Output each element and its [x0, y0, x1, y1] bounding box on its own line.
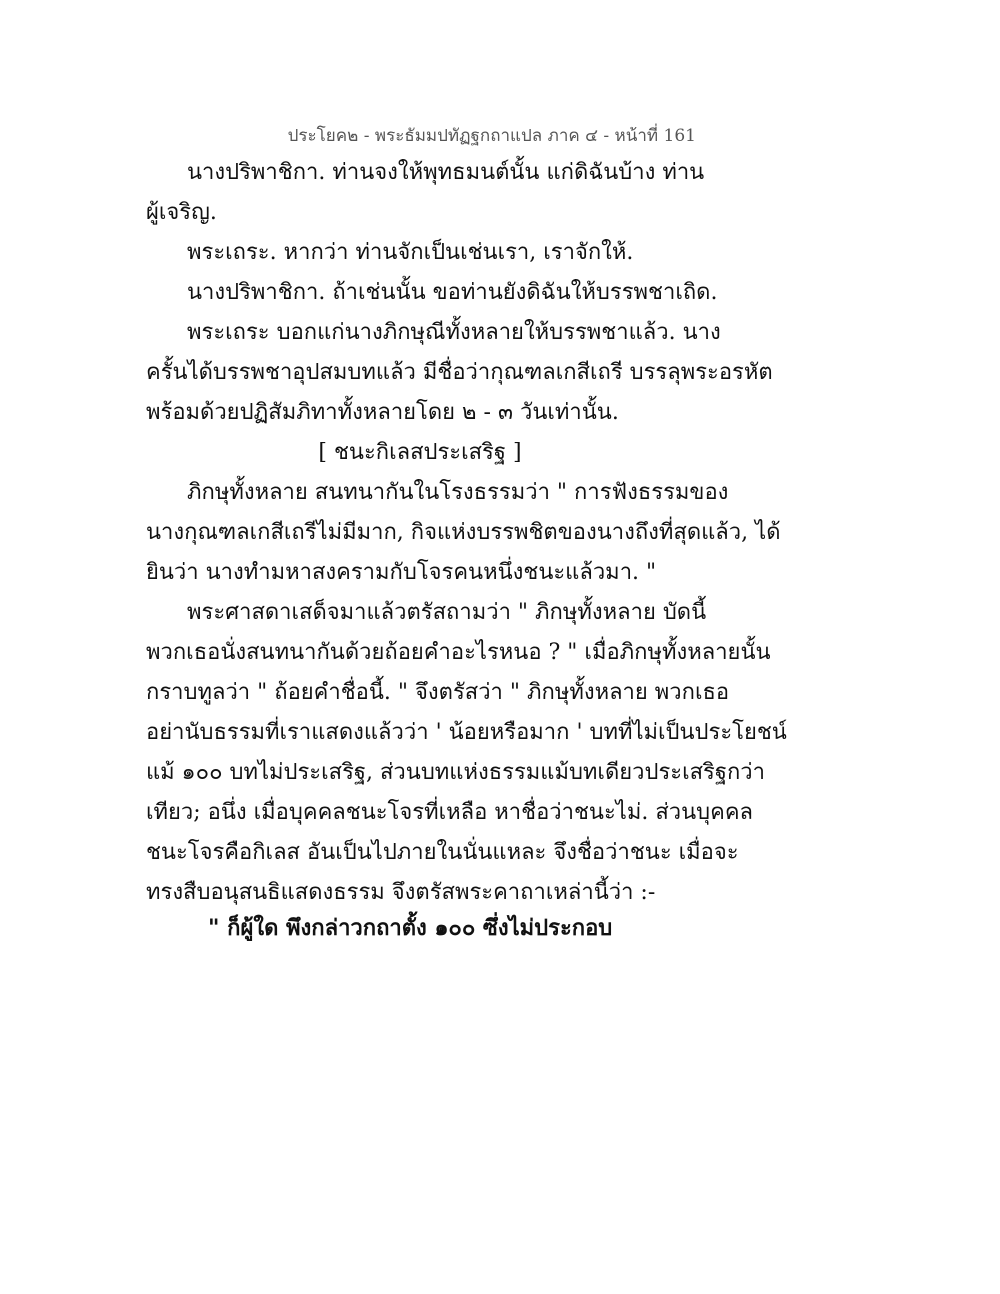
text-line: กราบทูลว่า " ถ้อยคำชื่อนี้. " จึงตรัสว่า " ภิกษุทั้งหลาย พวกเธอ	[146, 680, 730, 705]
section-heading: [ ชนะกิเลสประเสริฐ ]	[318, 440, 522, 465]
running-header: ประโยค๒ - พระธัมมปทัฏฐกถาแปล ภาค ๔ - หน้าที่ 161	[287, 126, 696, 146]
text-line: พวกเธอนั่งสนทนากันด้วยถ้อยคำอะไรหนอ ? " เมื่อภิกษุทั้งหลายนั้น	[146, 640, 771, 665]
text-line: พระศาสดาเสด็จมาแล้วตรัสถามว่า " ภิกษุทั้งหลาย บัดนี้	[187, 600, 707, 625]
text-line: พร้อมด้วยปฏิสัมภิทาทั้งหลายโดย ๒ - ๓ วันเท่านั้น.	[146, 400, 619, 425]
text-line: นางกุณฑลเกสีเถรีไม่มีมาก, กิจแห่งบรรพชิตของนางถึงที่สุดแล้ว, ได้	[146, 520, 781, 545]
text-line: เทียว; อนึ่ง เมื่อบุคคลชนะโจรที่เหลือ หาชื่อว่าชนะไม่. ส่วนบุคคล	[146, 800, 754, 825]
text-line: นางปริพาชิกา. ท่านจงให้พุทธมนต์นั้น แก่ดิฉันบ้าง ท่าน	[187, 160, 705, 185]
text-line: พระเถระ. หากว่า ท่านจักเป็นเช่นเรา, เราจักให้.	[187, 240, 634, 265]
text-line: ยินว่า นางทำมหาสงครามกับโจรคนหนึ่งชนะแล้วมา. "	[146, 560, 657, 585]
text-line: ชนะโจรคือกิเลส อันเป็นไปภายในนั่นแหละ จึงชื่อว่าชนะ เมื่อจะ	[146, 840, 739, 865]
text-line: ภิกษุทั้งหลาย สนทนากันในโรงธรรมว่า " การฟังธรรมของ	[187, 480, 729, 505]
verse-line: " ก็ผู้ใด พึงกล่าวกถาตั้ง ๑๐๐ ซึ่งไม่ประกอบ	[208, 915, 613, 941]
text-line: ครั้นได้บรรพชาอุปสมบทแล้ว มีชื่อว่ากุณฑลเกสีเถรี บรรลุพระอรหัต	[146, 360, 773, 385]
text-line: นางปริพาชิกา. ถ้าเช่นนั้น ขอท่านยังดิฉันให้บรรพชาเถิด.	[187, 280, 718, 305]
text-line: อย่านับธรรมที่เราแสดงแล้วว่า ' น้อยหรือมาก ' บทที่ไม่เป็นประโยชน์	[146, 720, 787, 745]
text-line: ผู้เจริญ.	[146, 200, 217, 225]
text-line: ทรงสืบอนุสนธิแสดงธรรม จึงตรัสพระคาถาเหล่านี้ว่า :-	[146, 880, 656, 905]
text-line: พระเถระ บอกแก่นางภิกษุณีทั้งหลายให้บรรพชาแล้ว. นาง	[187, 320, 721, 345]
text-line: แม้ ๑๐๐ บทไม่ประเสริฐ, ส่วนบทแห่งธรรมแม้บทเดียวประเสริฐกว่า	[146, 760, 766, 785]
